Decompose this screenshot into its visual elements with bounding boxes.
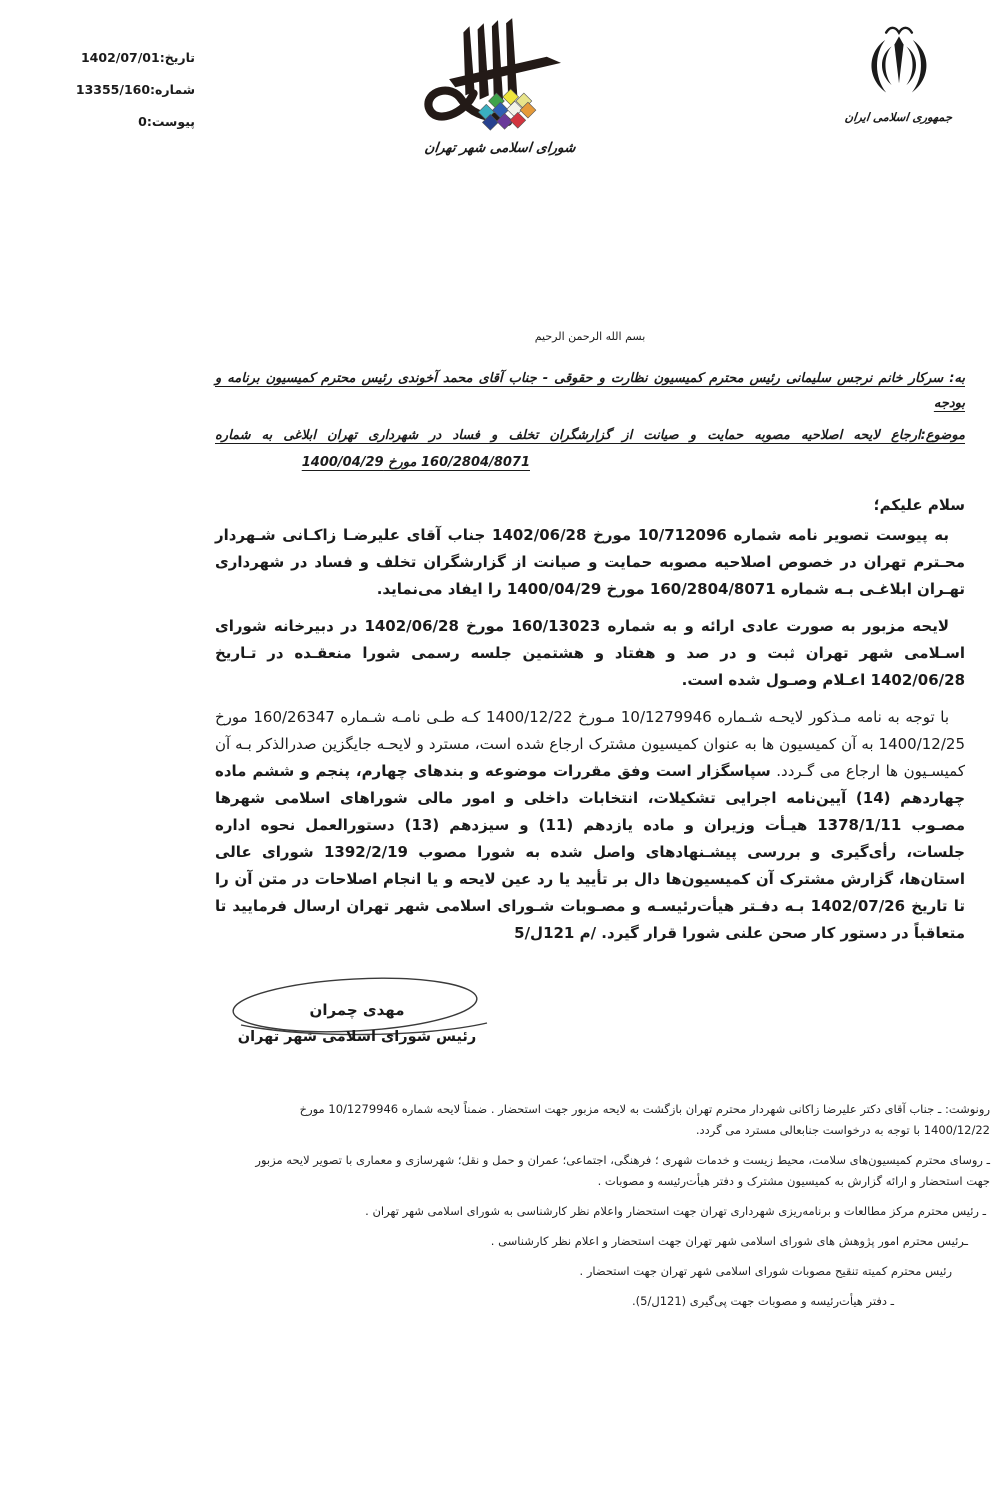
cc-item: ـرئیس محترم امور پژوهش های شورای اسلامی شهر تهران جهت استحضار و اعلام نظر کارشناسی . — [490, 1234, 968, 1249]
paragraph-3-bold: سپاسگزار است وفق مقررات موضوعه و بندهای چهارم، پنجم و ششم ماده چهاردهم (14) آیین‌نامه اجرایی تشکیلات، انتخابات داخلی و امور مالی شوراهای اسلامی شهرها مصـوب 1378/1/11 هیـأت وزیران و ماده یازدهم (11) و سیزدهم (13) دستورالعمل نحوه اداره جلسات، رأی‌گیری و بررسی پیشـنهادهای واصل شده به شورا مصوب 1392/2/19 شورای عالی استان‌ها، گزارش مشترک آن کمیسیون‌ها دال بر تأیید یا رد عین لایحه و یا انجام اصلاحات در متن آن را تا تاریخ 1402/07/26 بـه دفـتر هیأت‌رئیسـه و مصـوبات شـورای اسلامی شهر تهران ارسال فرمایید تا متعاقباً در دستور کار صحن علنی شورا قرار گیرد. /م 121ل/5 — [215, 762, 965, 943]
cc-item: ـ روسای محترم کمیسیون‌های سلامت، محیط زیست و خدمات شهری ؛ فرهنگی، اجتماعی؛ عمران و حمل و نقل؛ شهرسازی و معماری با تصویر لایحه مزبور جهت استحضار و ارائه گزارش به کمیسیون مشترک و دفتر هیأت‌رئیسه و مصوبات . — [255, 1153, 990, 1189]
letter-meta — [55, 50, 195, 146]
cc-item: رونوشت: ـ جناب آقای دکتر علیرضا زاکانی شهردار محترم تهران بازگشت به لایحه مزبور جهت استحضار . ضمناً لایحه شماره 10/1279946 مورخ 1400/12/22 با توجه به درخواست جنابعالی مسترد می گردد. — [299, 1102, 990, 1138]
besmellah: بسم الله الرحمن الرحیم — [534, 330, 646, 343]
number-label: شماره: — [150, 82, 195, 97]
iran-emblem — [821, 22, 976, 124]
cc-item: رئیس محترم کمیته تنقیح مصوبات شورای اسلامی شهر تهران جهت استحضار . — [579, 1264, 952, 1279]
cc-list — [235, 1099, 990, 1312]
paragraph-3 — [215, 704, 965, 947]
number-value: 13355/160 — [75, 82, 151, 97]
attachment-line — [55, 114, 195, 129]
signer-name: مهدی چمران — [309, 1001, 405, 1020]
allah-emblem-icon — [853, 22, 945, 104]
council-logo — [395, 10, 605, 156]
salutation: سلام علیکم؛ — [873, 496, 965, 515]
subject-line: موضوع:ارجاع لایحه اصلاحیه مصوبه حمایت و صیانت از گزارشگران تخلف و فساد در شهرداری تهران ابلاغی به شماره — [215, 428, 965, 444]
cc-item: ـ دفتر هیأت‌رئیسه و مصوبات جهت پی‌گیری (121ل/5). — [631, 1294, 894, 1309]
letter-body — [215, 330, 990, 1321]
date-value: 1402/07/01 — [80, 50, 160, 65]
council-logo-name: شورای اسلامی شهر تهران — [423, 140, 577, 156]
signature-block — [227, 981, 487, 1073]
paragraph-1: به پیوست تصویر نامه شماره 10/712096 مورخ 1402/06/28 جناب آقای علیرضـا زاکـانی شـهردار محـترم تهران در خصوص اصلاحیه مصوبه حمایت و صیانت از گزارشگران تخلف و فساد در شهرداری تهـران ابلاغـی بـه شماره 160/2804/8071 مورخ 1400/04/29 را ایفاد می‌نماید. — [215, 526, 965, 599]
signer-title: رئیس شورای اسلامی شهر تهران — [237, 1029, 477, 1046]
date-label: تاریخ: — [159, 50, 195, 65]
subject-reference: 160/2804/8071 مورخ 1400/04/29 — [301, 455, 530, 471]
date-line — [55, 50, 195, 65]
attachment-label: پیوست: — [146, 114, 195, 129]
iran-emblem-name: جمهوری اسلامی ایران — [844, 110, 953, 124]
recipient-line: به: سرکار خانم نرجس سلیمانی رئیس محترم کمیسیون نظارت و حقوقی - جناب آقای محمد آخوندی رئیس محترم کمیسیون برنامه و بودجه — [215, 371, 965, 411]
number-line — [55, 82, 195, 97]
council-logo-mark-icon — [415, 10, 585, 132]
cc-item: ـ رئیس محترم مرکز مطالعات و برنامه‌ریزی شهرداری تهران جهت استحضار واعلام نظر کارشناسی به شورای اسلامی شهر تهران . — [365, 1204, 986, 1219]
paragraph-2: لایحه مزبور به صورت عادی ارائه و به شماره 160/13023 مورخ 1402/06/28 در دبیرخانه شورای اسـلامی شهر تهران ثبت و در صد و هفتاد و هشتمین جلسه رسمی شورا منعقـده در تـاریخ 1402/06/28 اعـلام وصـول شده است. — [215, 617, 965, 690]
attachment-value: 0 — [138, 114, 147, 129]
paragraph-3-regular: با توجه به نامه مـذکور لایحـه شـماره 10/1279946 مـورخ 1400/12/22 کـه طـی نامـه شـماره 160/26347 مورخ 1400/12/25 به آن کمیسیون ها به عنوان کمیسیون مشترک ارجاع شده است، مسترد و لایحـه جایگزین صدرالذکر بـه آن کمیسـیون ها ارجاع می گـردد. — [215, 708, 965, 781]
